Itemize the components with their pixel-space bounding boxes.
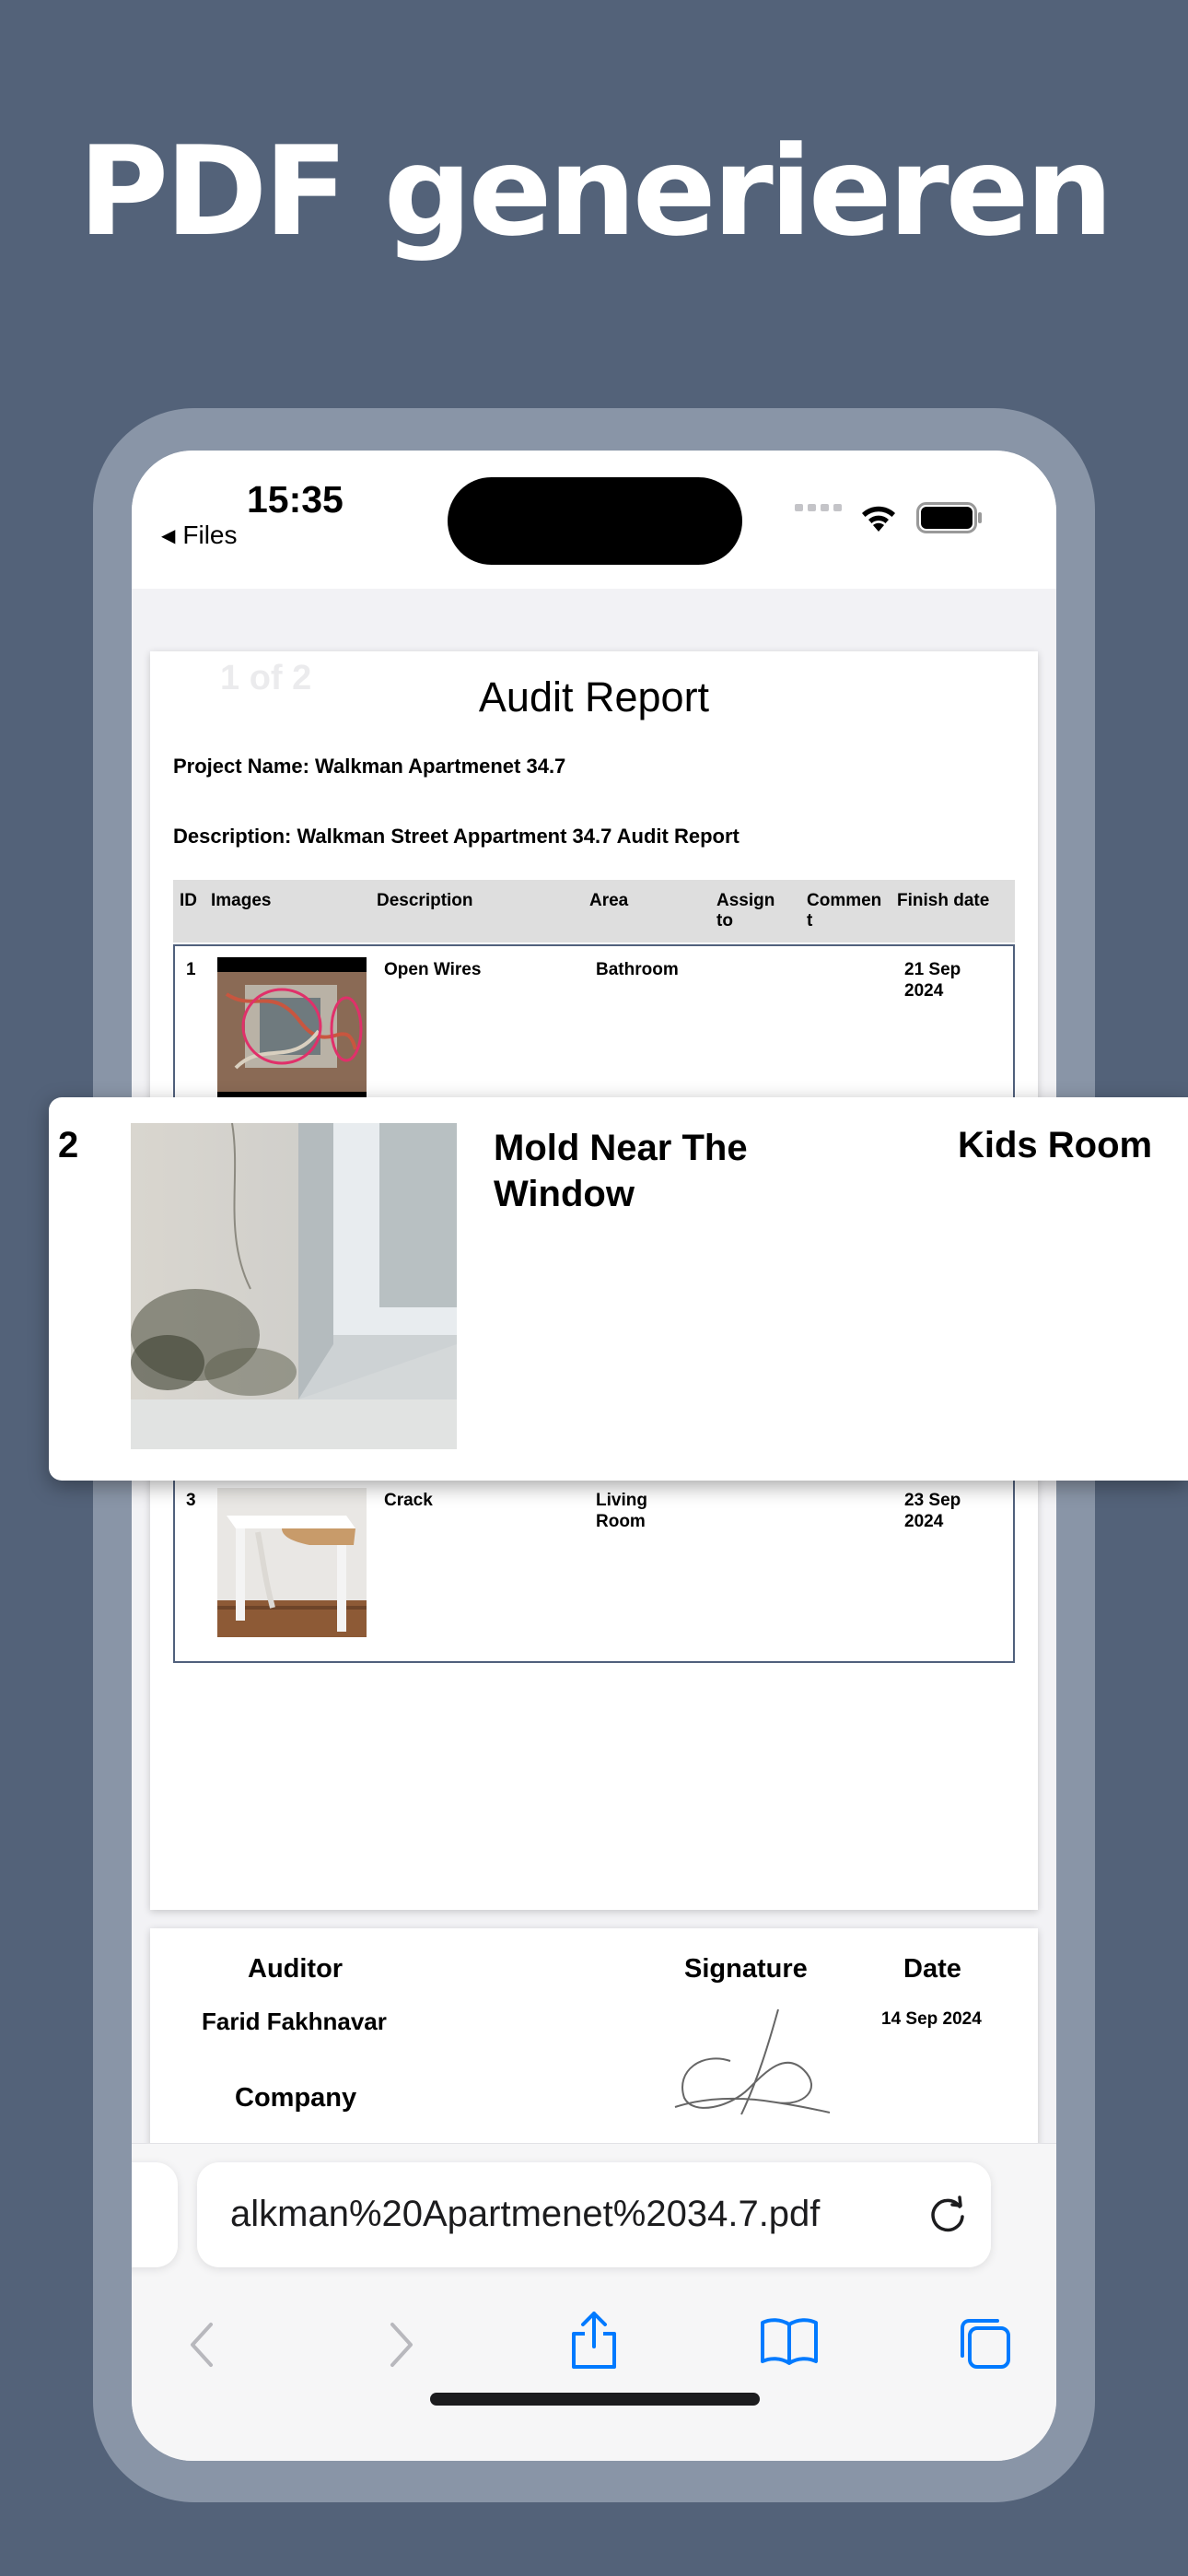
reload-icon[interactable] [925,2192,971,2238]
col-description: Description [377,891,473,910]
cellular-signal-icon [795,504,842,511]
auditor-name: Farid Fakhnavar [202,2008,387,2035]
row-image-mold-window [131,1123,457,1449]
row-image-crack [217,1488,367,1637]
row-area: Bathroom [596,960,679,979]
status-bar [132,451,1056,589]
col-assign-to: Assign to [716,891,775,931]
date-value: 14 Sep 2024 [881,2009,982,2029]
back-triangle-icon: ◀ [161,525,176,546]
forward-icon[interactable] [383,2319,420,2371]
bookmarks-icon[interactable] [759,2315,820,2367]
row-area: Living Room [596,1491,647,1531]
dynamic-island [448,477,742,565]
zoomed-row-area: Kids Room [958,1125,1153,1165]
back-label: Files [182,521,238,549]
zoomed-row-id: 2 [58,1125,79,1165]
back-icon[interactable] [183,2319,220,2371]
page-indicator: 1 of 2 [220,659,312,697]
zoomed-row-description: Mold Near The Window [494,1128,748,1214]
report-description: Description: Walkman Street Appartment 34.7 Audit Report [173,825,740,848]
wifi-icon [857,500,900,533]
signature-drawing [666,2006,832,2125]
table-header [173,880,1015,943]
signature-label: Signature [684,1954,808,1984]
browser-toolbar [132,2143,1056,2461]
auditor-label: Auditor [248,1954,344,1984]
table-row [173,944,1015,1110]
share-icon[interactable] [568,2310,620,2371]
previous-tab-stub[interactable] [132,2162,178,2267]
row-description: Crack [384,1491,433,1510]
row-id: 3 [186,1491,196,1510]
col-finish-date: Finish date [897,891,990,910]
headline: PDF generieren [78,120,1110,263]
row-finish-date: 23 Sep 2024 [904,1491,961,1531]
zoomed-table-row [49,1097,1188,1481]
col-images: Images [211,891,272,910]
col-id: ID [180,891,197,910]
row-finish-date: 21 Sep 2024 [904,960,961,1001]
report-title: Audit Report [478,673,710,720]
col-comment: Commen t [807,891,882,931]
home-indicator [430,2393,760,2406]
back-to-files-button[interactable] [161,521,238,550]
date-label: Date [903,1954,961,1984]
url-text: alkman%20Apartmenet%2034.7.pdf [230,2194,821,2234]
table-row [173,1475,1015,1663]
row-image-open-wires [217,957,367,1107]
battery-icon [916,502,983,533]
tabs-icon[interactable] [957,2315,1014,2372]
company-label: Company [235,2083,357,2113]
row-id: 1 [186,960,196,979]
status-time: 15:35 [247,478,344,521]
col-area: Area [589,891,629,910]
row-description: Open Wires [384,960,482,979]
project-name: Project Name: Walkman Apartmenet 34.7 [173,755,566,778]
address-bar[interactable] [197,2162,991,2267]
